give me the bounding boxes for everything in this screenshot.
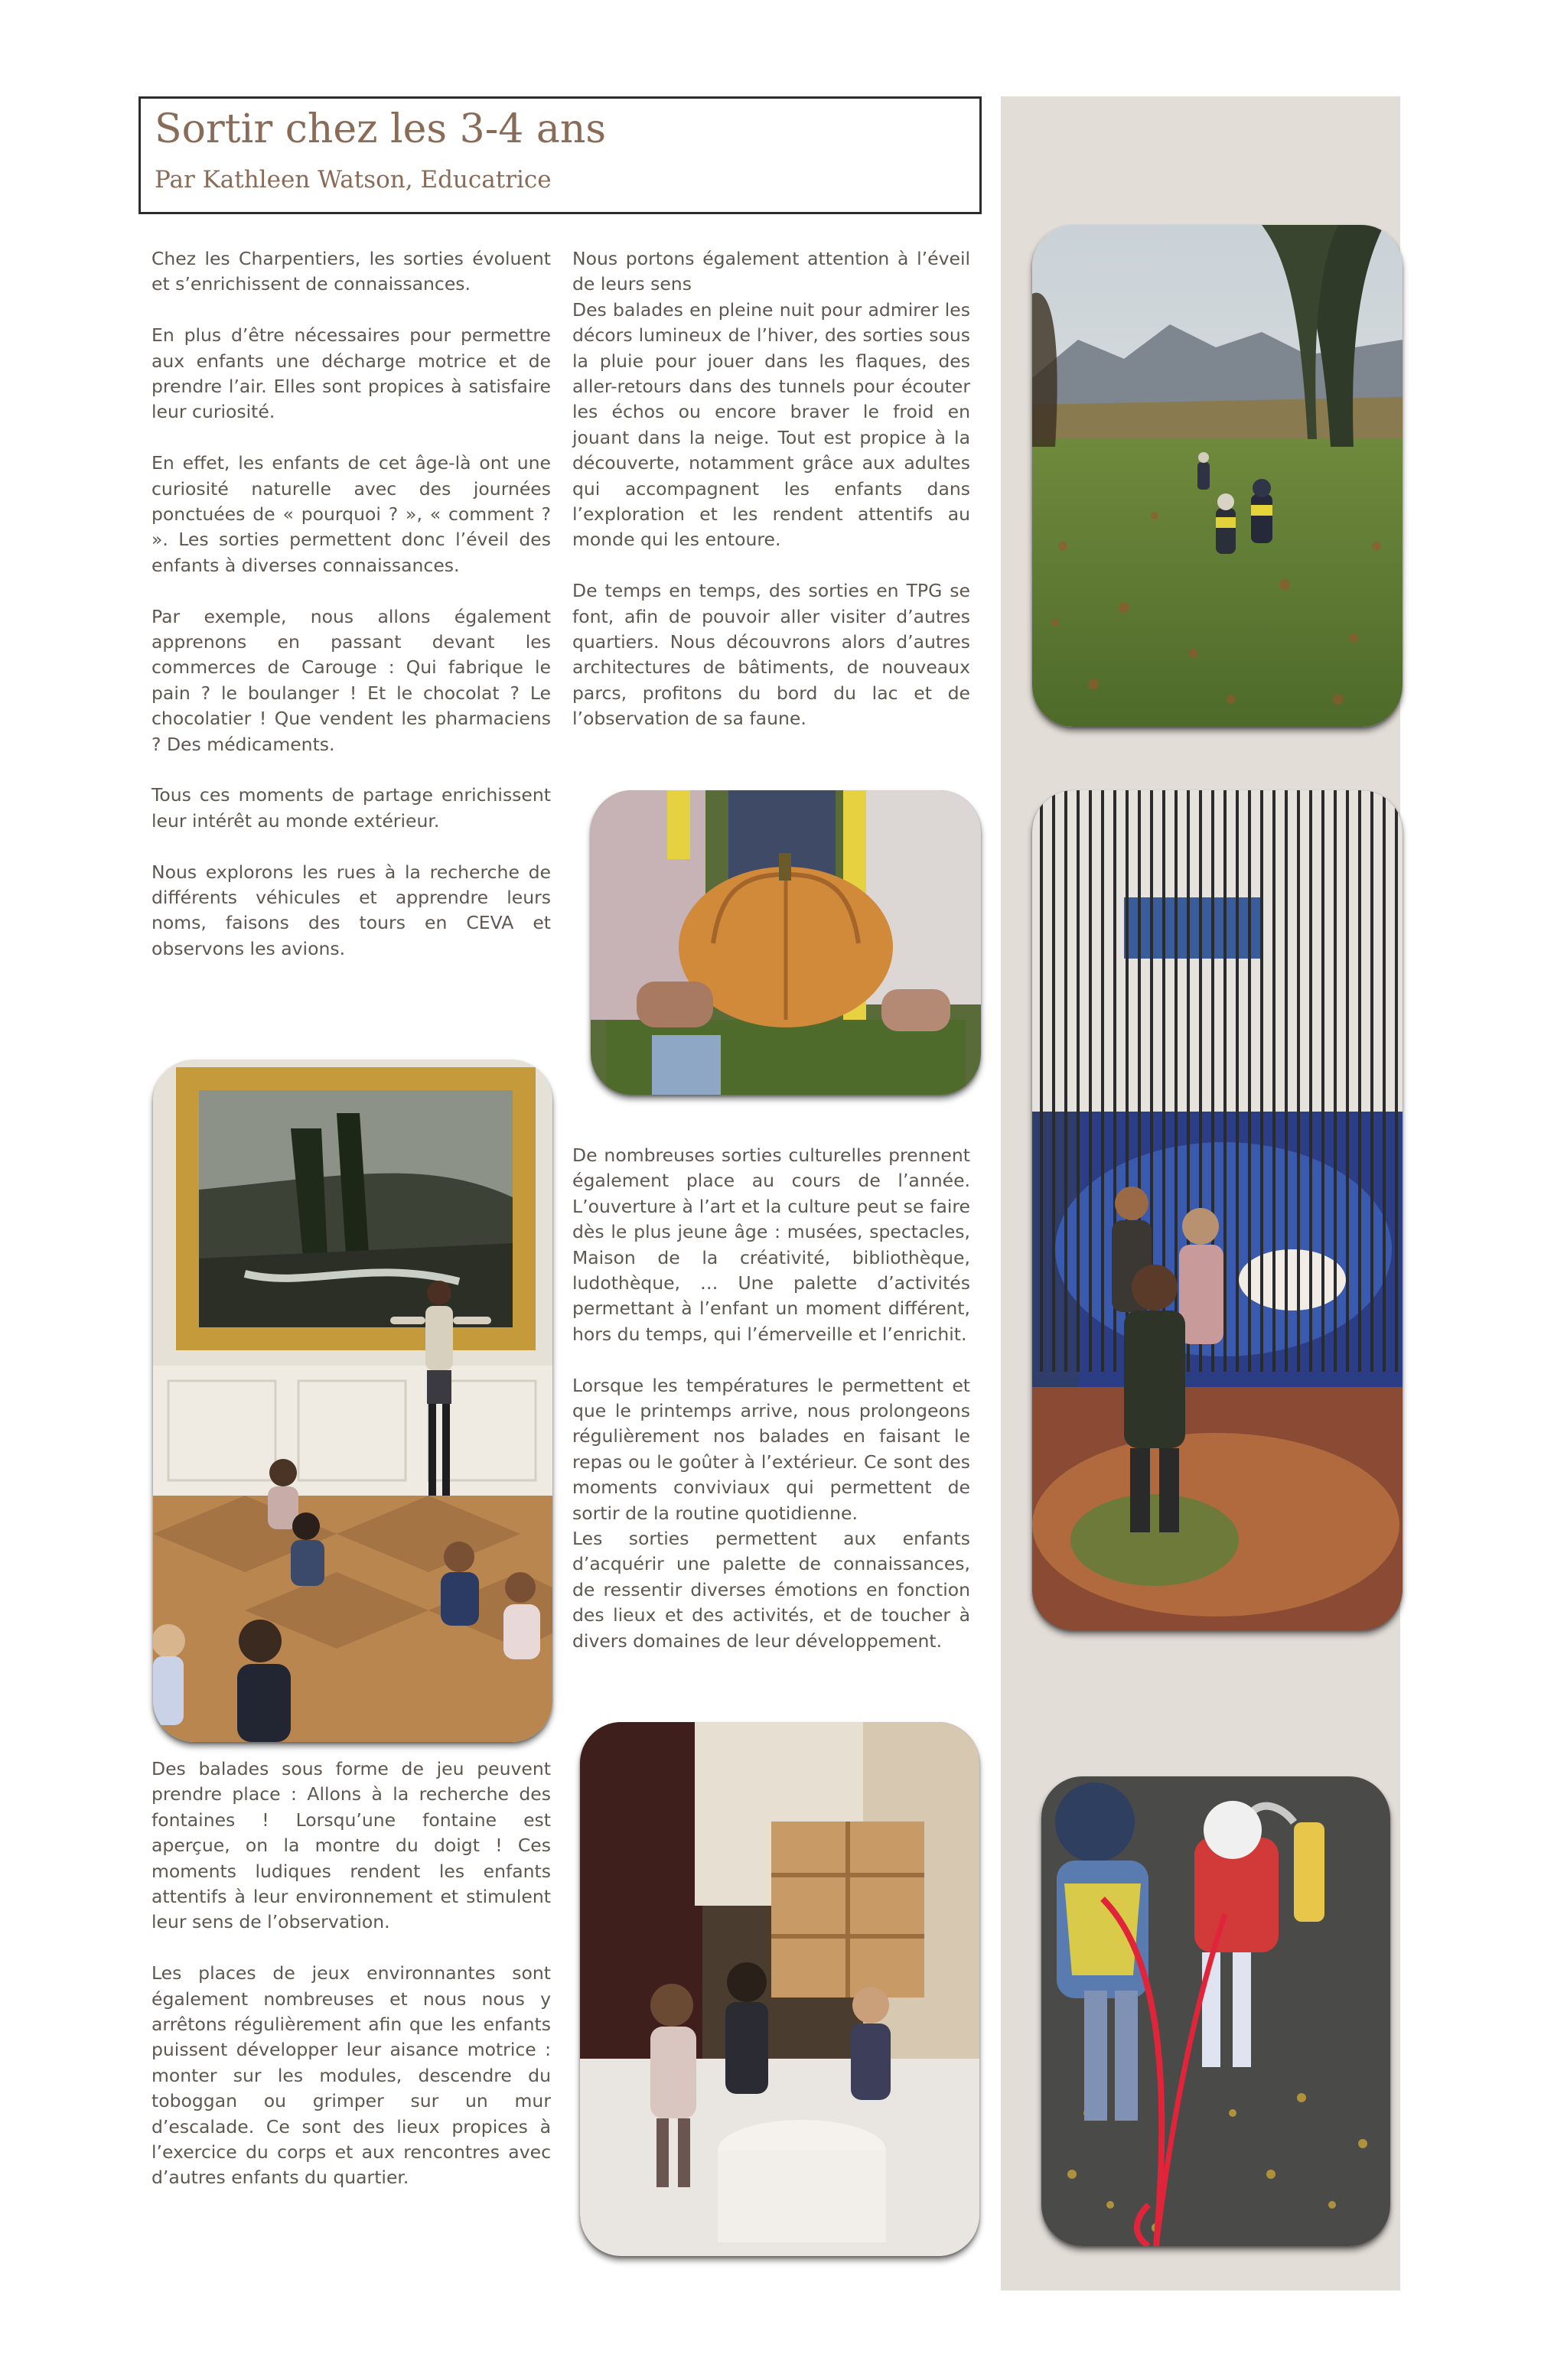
paragraph: Des balades en pleine nuit pour admirer les décors lumineux de l’hiver, des sorties sous la pluie pour jouer dans les flaques, des aller-retours dans des tunnels pour écouter les échos ou encore braver le froid en jouant dans la neige. Tout est propice à la découverte, notamment grâce aux adultes qui accompagnent les enfants dans l’exploration et les rendent attentifs au monde qui les entoure.: [572, 298, 970, 551]
paragraph: Nous portons également attention à l’éveil de leurs sens: [572, 248, 970, 295]
paragraph: Les sorties permettent aux enfants d’acquérir une palette de connaissances, de ressentir diverses émotions en fonction des lieux et des activités, et de toucher à divers domaines de leur développement.: [572, 1528, 970, 1652]
text-column-middle-top: [572, 246, 970, 757]
title-box: [138, 96, 982, 214]
photo-library-playroom: [580, 1722, 979, 2256]
text-column-middle-mid: [572, 1143, 970, 1680]
photo-park-walk: [1032, 225, 1403, 727]
paragraph: En plus d’être nécessaires pour permettre aux enfants une décharge motrice et de prendre l’air. Elles sont propices à satisfaire leur curiosité.: [151, 324, 551, 423]
paragraph: De nombreuses sorties culturelles prennent également place au cours de l’année. L’ouverture à l’art et la culture peut se faire dès le plus jeune âge : musées, spectacles, Maison de la créativité, bibliothèque, ludothèque, … Une palette d’activités permettant à l’enfant un moment différent, hors du temps, qui l’émerveille et l’enrichit.: [572, 1144, 970, 1345]
text-column-left-top: [151, 246, 551, 988]
photo-indoor-curtain: [1032, 790, 1403, 1630]
paragraph: Nous explorons les rues à la recherche de différents véhicules et apprendre leurs noms, faisons des tours en CEVA et observons les avions.: [151, 861, 551, 959]
author-byline: Par Kathleen Watson, Educatrice: [155, 166, 552, 194]
paragraph: Tous ces moments de partage enrichissent leur intérêt au monde extérieur.: [151, 784, 551, 832]
paragraph: Des balades sous forme de jeu peuvent prendre place : Allons à la recherche des fontaines ! Lorsqu’une fontaine est aperçue, on la montre du doigt ! Ces moments ludiques rendent les enfants attentifs à leur environnement et stimulent leur sens de l’observation.: [151, 1758, 551, 1933]
paragraph: De temps en temps, des sorties en TPG se font, afin de pouvoir aller visiter d’autres quartiers. Nous découvrons alors d’autres architectures de bâtiments, de nouveaux parcs, profitons du bord du lac et de l’observation de sa faune.: [572, 580, 970, 730]
photo-rope-walk: [1041, 1776, 1390, 2246]
paragraph: Chez les Charpentiers, les sorties évoluent et s’enrichissent de connaissances.: [151, 248, 551, 295]
paragraph: Les places de jeux environnantes sont également nombreuses et nous nous y arrêtons régulièrement afin que les enfants puissent développer leur aisance motrice : monter sur les modules, descendre du toboggan ou grimper sur un mur d’escalade. Ce sont des lieux propices à l’exercice du corps et aux rencontres avec d’autres enfants du quartier.: [151, 1962, 551, 2189]
page-title: Sortir chez les 3-4 ans: [155, 106, 607, 152]
photo-pumpkin: [591, 790, 981, 1095]
photo-museum-painting: [153, 1060, 552, 1742]
paragraph: En effet, les enfants de cet âge-là ont une curiosité naturelle avec des journées ponctuées de « pourquoi ? », « comment ? ». Les sorties permettent donc l’éveil des enfants à diverses connaissances.: [151, 452, 551, 576]
text-column-left-bottom: [151, 1757, 551, 2216]
paragraph: Par exemple, nous allons également apprenons en passant devant les commerces de Carouge : Qui fabrique le pain ? le boulanger ! Et le chocolat ? Le chocolatier ! Que vendent les pharmaciens ? Des médicaments.: [151, 605, 551, 755]
paragraph: Lorsque les températures le permettent et que le printemps arrive, nous prolongeons régulièrement nos balades en faisant le repas ou le goûter à l’extérieur. Ce sont des moments conviviaux qui permettent de sortir de la routine quotidienne.: [572, 1374, 970, 1524]
